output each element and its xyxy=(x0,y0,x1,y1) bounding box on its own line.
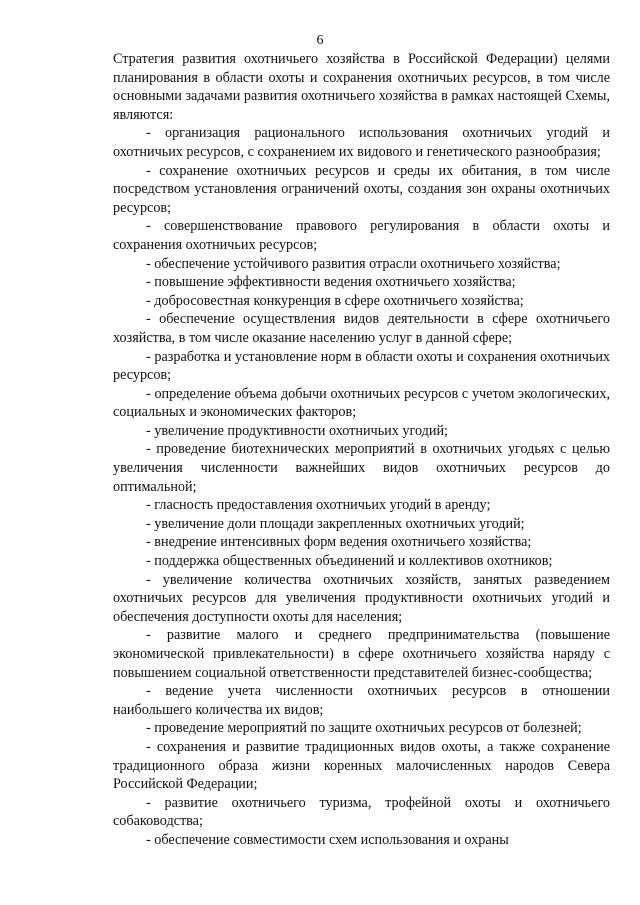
list-item: - обеспечение устойчивого развития отрасли охотничьего хозяйства; xyxy=(146,255,561,272)
list-item: - увеличение продуктивности охотничьих угодий; xyxy=(146,422,448,439)
list-item: - увеличение количества охотничьих хозяйств, занятых разведением охотничьих ресурсов для увеличения продуктивности охотничьих угодий и обеспечения доступности охоты для населения; xyxy=(113,571,610,625)
list-item: - сохранение охотничьих ресурсов и среды их обитания, в том числе посредством установления ограничений охоты, создания зон охраны охотничьих ресурсов; xyxy=(113,162,610,216)
list-item: - организация рационального использования охотничьих угодий и охотничьих ресурсов, с сохранением их видового и генетического разнообразия; xyxy=(113,125,610,160)
list-item: - увеличение доли площади закрепленных охотничьих угодий; xyxy=(146,515,525,532)
list-item: - внедрение интенсивных форм ведения охотничьего хозяйства; xyxy=(146,534,532,551)
list-item: - развитие малого и среднего предпринимательства (повышение экономической привлекательности) в сфере охотничьего хозяйства наряду с повышением социальной ответственности представителей бизнес-сообщества; xyxy=(113,627,610,681)
list-item: - проведение мероприятий по защите охотничьих ресурсов от болезней; xyxy=(146,720,582,737)
list-item: - поддержка общественных объединений и коллективов охотников; xyxy=(146,553,553,570)
list-item: - сохранения и развитие традиционных видов охоты, а также сохранение традиционного образа жизни коренных малочисленных народов Севера Российской Федерации; xyxy=(113,738,610,793)
document-body xyxy=(113,50,610,850)
list-item: - обеспечение осуществления видов деятельности в сфере охотничьего хозяйства, в том числе оказание населению услуг в данной сфере; xyxy=(113,311,610,346)
list-item: - гласность предоставления охотничьих угодий в аренду; xyxy=(146,497,491,514)
list-item: - разработка и установление норм в области охоты и сохранения охотничьих ресурсов; xyxy=(113,348,610,384)
list-item: - проведение биотехнических мероприятий в охотничьих угодьях с целью увеличения численности важнейших видов охотничьих ресурсов до оптимальной; xyxy=(113,441,610,495)
intro-paragraph: Стратегия развития охотничьего хозяйства в Российской Федерации) целями планирования в области охоты и сохранения охотничьих ресурсов, в том числе основными задачами развития охотничьего хозяйства в рамках настоящей Схемы, являются: xyxy=(113,51,610,123)
list-item: - добросовестная конкуренция в сфере охотничьего хозяйства; xyxy=(146,292,524,309)
list-item: - определение объема добычи охотничьих ресурсов с учетом экологических, социальных и экономических факторов; xyxy=(113,385,610,421)
list-item: - развитие охотничьего туризма, трофейной охоты и охотничьего собаководства; xyxy=(113,794,610,830)
list-item: - обеспечение совместимости схем использования и охраны xyxy=(146,831,509,848)
list-item: - ведение учета численности охотничьих ресурсов в отношении наибольшего количества их видов; xyxy=(113,683,610,718)
page-number: 6 xyxy=(316,33,324,48)
list-item: - совершенствование правового регулирования в области охоты и сохранения охотничьих ресурсов; xyxy=(113,218,610,253)
list-item: - повышение эффективности ведения охотничьего хозяйства; xyxy=(146,274,516,291)
